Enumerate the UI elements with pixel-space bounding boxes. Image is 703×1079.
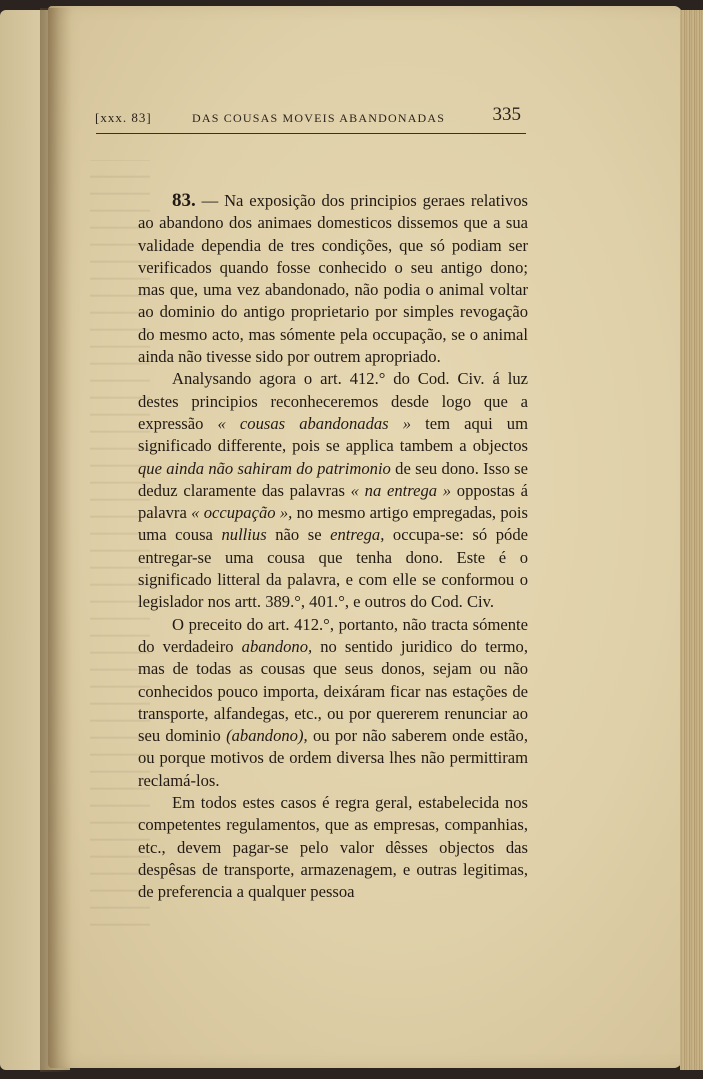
italic-run: nullius [221,525,267,545]
text-run: ou por não saberem onde estão, ou porque motivos de ordem diversa lhes não permittiram reclamá-los. [138,726,528,790]
text-run: tem aqui um significado differente, pois se applica tambem a objectos [138,413,528,456]
page-body [138,190,528,904]
header-rule [96,133,526,134]
text-run: de seu dono. Isso se deduz claramente das palavras [138,458,528,500]
italic-run: « occupação », [191,503,293,523]
italic-run: (abandono), [226,726,308,746]
paragraph-precept [138,614,528,792]
text-run: no sentido juridico do termo, mas de todas as cousas que seus donos, sejam ou não conhecidos pouco importa, deixáram ficar nas estações de transporte, alfandegas, etc., ou por quererem renunciar ao seu dominio [138,636,528,746]
paragraph-number: 83. [172,190,196,211]
section-reference: [xxx. 83] [95,110,152,125]
running-title: DAS COUSAS MOVEIS ABANDONADAS [192,111,446,125]
text-run: O preceito do art. 412.°, portanto, não tracta sómente do verdadeiro [138,614,528,656]
italic-run: « cousas abandonadas » [217,413,412,433]
text-run: Analysando agora o art. 412.° do Cod. Civ. á luz destes principios reconheceremos desde logo que a expressão [138,369,528,433]
text-run: occupa-se: só póde entregar-se uma cousa que tenha dono. Este é o significado litteral da palavra, e com elle se conformou o legislador nos artt. 389.°, 401.°, e outros do Cod. Civ. [138,525,528,612]
text-run: oppostas á palavra [138,480,528,523]
paragraph-text: — Na exposição dos principios geraes relativos ao abandono dos animaes domesticos dissemos que a sua validade dependia de tres condições, que só podiam ser verificados quando fosse conhecido o seu antigo dono; mas que, uma vez abandonado, não podia o animal voltar ao dominio do antigo proprietario por simples revogação do mesmo acto, mas sómente pela occupação, se o animal ainda não tivesse sido por outrem apropriado. [138,191,528,367]
page-number: 335 [492,104,521,125]
italic-run: « na entrega » [350,480,452,500]
paragraph-text: Em todos estes casos é regra geral, estabelecida nos competentes regulamentos, que as empresas, companhias, etc., devem pagar-se pelo valor dêsses objectos das despêsas de transporte, armazenagem, e outras legitimas, de preferencia a qualquer pessoa [138,793,528,902]
italic-run: que ainda não sahiram do patrimonio [138,458,391,478]
running-header [95,104,527,130]
page-edges [680,10,703,1070]
paragraph-general-rule [138,792,528,903]
book-gutter [40,8,72,1072]
italic-run: entrega, [330,525,385,545]
paragraph-analysis [138,368,528,613]
italic-run: abandono, [241,636,313,656]
text-run: não se [266,525,331,545]
paragraph-83 [138,190,528,368]
text-run: no mesmo artigo empregadas, pois uma cousa [138,503,528,545]
